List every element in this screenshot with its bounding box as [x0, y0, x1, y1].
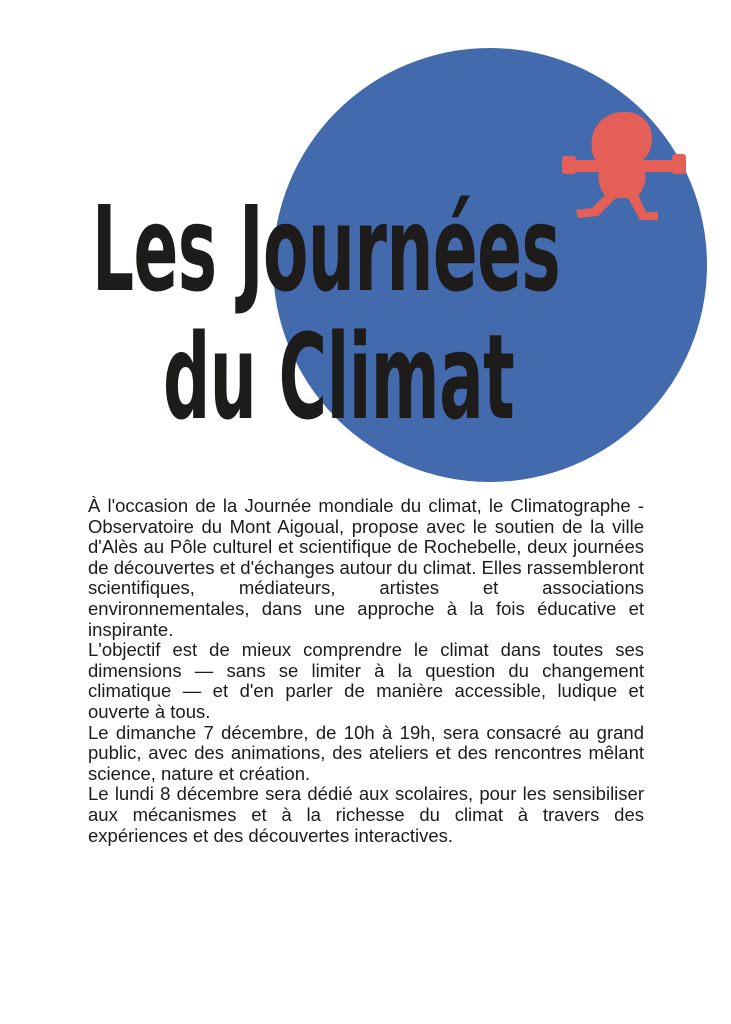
- paragraph-occasion: À l'occasion de la Journée mondiale du climat, le Climatographe - Observatoire du Mont Aigoual, propose avec le soutien de la ville d'Alès au Pôle culturel et scientifique de Rochebelle, deux journées de découvertes et d'échanges autour du climat. Elles rassembleront scientifiques, médiateurs, artistes et associations environnementales, dans une approche à la fois éducative et inspirante.: [88, 495, 644, 640]
- paragraph-objectif: L'objectif est de mieux comprendre le climat dans toutes ses dimensions — sans se limiter à la question du changement climatique — et d'en parler de manière accessible, ludique et ouverte à tous.: [88, 639, 644, 722]
- body-text: [88, 496, 644, 846]
- title-line-2: du Climat: [163, 308, 515, 446]
- paragraph-lundi: Le lundi 8 décembre sera dédié aux scolaires, pour les sensibiliser aux mécanismes et à la richesse du climat à travers des expériences et des découvertes interactives.: [88, 783, 644, 846]
- title-line-1: Les Journées: [92, 180, 561, 318]
- paragraph-dimanche: Le dimanche 7 décembre, de 10h à 19h, sera consacré au grand public, avec des animations, des ateliers et des rencontres mêlant science, nature et création.: [88, 721, 644, 784]
